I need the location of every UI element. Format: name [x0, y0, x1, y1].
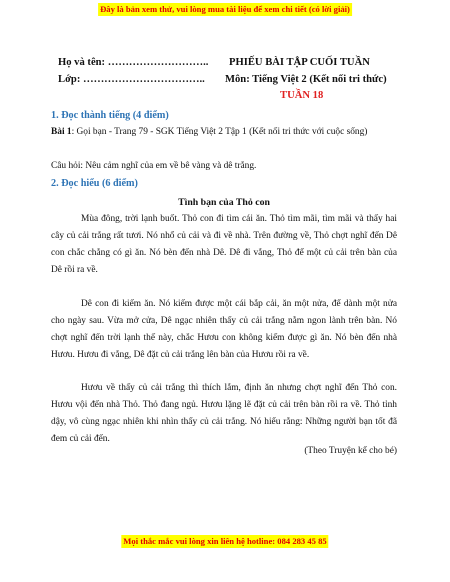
- story-title: Tình bạn của Thỏ con: [178, 197, 270, 208]
- class-field-label: Lớp: ……………………………..: [58, 74, 205, 85]
- question-text: Câu hỏi: Nêu cảm nghĩ của em về bê vàng và dê trắng.: [51, 161, 257, 171]
- name-field-label: Họ và tên: ………………………..: [58, 57, 209, 68]
- subject-label: Môn: Tiếng Việt 2 (Kết nối tri thức): [225, 74, 387, 85]
- story-source: (Theo Truyện kể cho bé): [304, 446, 397, 456]
- worksheet-title: PHIẾU BÀI TẬP CUỐI TUẦN: [229, 57, 370, 68]
- section-2-heading: 2. Đọc hiểu (6 điểm): [51, 178, 138, 189]
- story-paragraph-2: Dê con đi kiếm ăn. Nó kiếm được một cái bắp cải, ăn một nửa, để dành một nửa cho ngày sau. Vừa mở cửa, Dê ngạc nhiên thấy củ cải trắng nằm ngon lành trên bàn. Nó chợt nghĩ đến trời lạnh thế này, chắc Hươu con không kiếm được gì ăn. Nó bèn đến nhà Hươu. Hươu đi vắng, Dê đặt củ cải trắng lên bàn của Hươu rồi ra về.: [51, 299, 397, 360]
- section-1-heading: 1. Đọc thành tiếng (4 điểm): [51, 110, 169, 121]
- week-label: TUẦN 18: [280, 90, 324, 101]
- hotline-banner: Mọi thắc mắc vui lòng xin liên hệ hotline: 084 283 45 85: [123, 536, 327, 546]
- exercise-1: [51, 124, 397, 141]
- story-paragraph-1: Mùa đông, trời lạnh buốt. Thỏ con đi tìm cái ăn. Thỏ tìm mãi, tìm mãi và thấy hai cây củ cải trắng rất tươi. Nó nhổ củ cải và đi về nhà. Trên đường về, Thỏ chợt nghĩ đến Dê con chắc chẳng có gì ăn. Nó bèn đến nhà Dê. Dê đi vắng, Thỏ để một củ cải trên bàn của Dê rồi ra về.: [51, 214, 397, 275]
- preview-notice-banner: Đây là bản xem thử, vui lòng mua tài liệu để xem chi tiết (có lời giải): [100, 4, 350, 14]
- exercise-1-label: Bài 1: [51, 127, 72, 137]
- exercise-1-text: : Gọi bạn - Trang 79 - SGK Tiếng Việt 2 Tập 1 (Kết nối tri thức với cuộc sống): [71, 127, 368, 137]
- story-paragraph-3: Hươu về thấy củ cải trắng thì thích lắm, định ăn nhưng chợt nghĩ đến Thỏ con. Hươu vội đến nhà Thỏ. Thỏ đang ngủ. Hươu lặng lẽ đặt củ cải trên bàn rồi ra về. Thỏ tỉnh dậy, vô cùng ngạc nhiên khi nhìn thấy củ cải trắng. Nó hiểu rằng: Những người bạn tốt đã đem củ cải đến.: [51, 383, 397, 444]
